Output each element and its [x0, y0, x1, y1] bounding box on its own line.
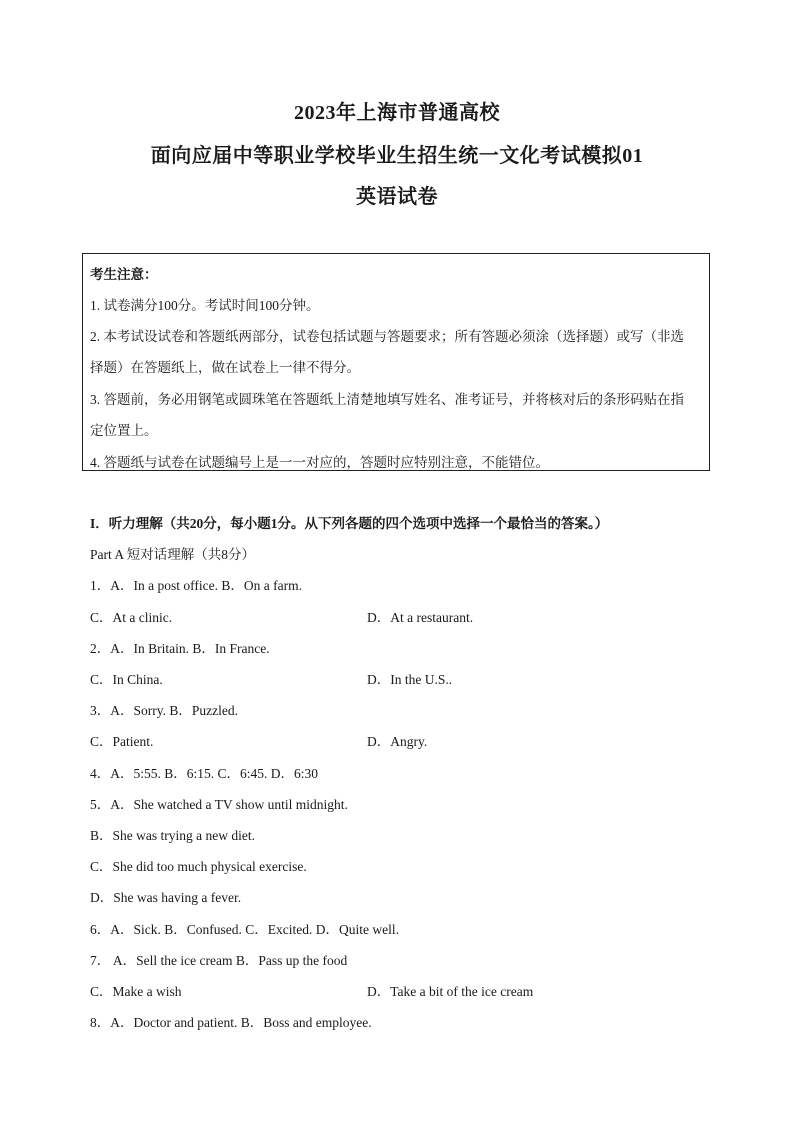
section-heading: I．听力理解（共20分，每小题1分。从下列各题的四个选项中选择一个最恰当的答案。）	[90, 516, 609, 531]
notice-line: 3. 答题前，务必用钢笔或圆珠笔在答题纸上清楚地填写姓名、准考证号，并将核对后的条形码贴在指	[90, 392, 684, 407]
notice-line: 4. 答题纸与试卷在试题编号上是一一对应的，答题时应特别注意，不能错位。	[90, 455, 549, 470]
question-1-option-c: C．At a clinic.	[90, 610, 173, 625]
question-7-line: 7． A．Sell the ice cream B．Pass up the food	[90, 953, 348, 968]
part-a-heading: Part A 短对话理解（共8分）	[90, 547, 256, 562]
question-5-option-d: D．She was having a fever.	[90, 890, 242, 905]
question-3-line: 3．A．Sorry. B．Puzzled.	[90, 703, 238, 718]
question-3-option-c: C．Patient.	[90, 734, 154, 749]
notice-line: 择题）在答题纸上，做在试卷上一律不得分。	[90, 360, 360, 375]
notice-line: 定位置上。	[90, 423, 158, 438]
notice-line: 1. 试卷满分100分。考试时间100分钟。	[90, 298, 320, 313]
question-2-option-c: C．In China.	[90, 672, 163, 687]
question-2-option-d: D．In the U.S..	[367, 672, 453, 687]
notice-heading: 考生注意：	[90, 267, 158, 282]
question-7-option-d: D．Take a bit of the ice cream	[367, 984, 534, 999]
question-7-option-c: C．Make a wish	[90, 984, 182, 999]
notice-line: 2. 本考试设试卷和答题纸两部分，试卷包括试题与答题要求；所有答题必须涂（选择题）或写（非选	[90, 329, 684, 344]
question-1-option-d: D．At a restaurant.	[367, 610, 474, 625]
notice-box	[82, 253, 710, 471]
question-8-line: 8．A．Doctor and patient. B．Boss and employee.	[90, 1015, 372, 1030]
question-6-line: 6．A．Sick. B．Confused. C．Excited. D．Quite well.	[90, 922, 399, 937]
question-4-line: 4．A．5:55. B．6:15. C．6:45. D．6:30	[90, 766, 319, 781]
question-5-line: 5．A．She watched a TV show until midnight.	[90, 797, 348, 812]
title-line-1: 2023年上海市普通高校	[294, 102, 500, 124]
title-line-2: 面向应届中等职业学校毕业生招生统一文化考试模拟01	[150, 145, 644, 167]
title-line-3: 英语试卷	[356, 186, 438, 208]
question-1-line: 1．A．In a post office. B．On a farm.	[90, 578, 302, 593]
question-2-line: 2．A．In Britain. B．In France.	[90, 641, 270, 656]
question-5-option-b: B．She was trying a new diet.	[90, 828, 255, 843]
question-3-option-d: D．Angry.	[367, 734, 428, 749]
question-5-option-c: C．She did too much physical exercise.	[90, 859, 307, 874]
